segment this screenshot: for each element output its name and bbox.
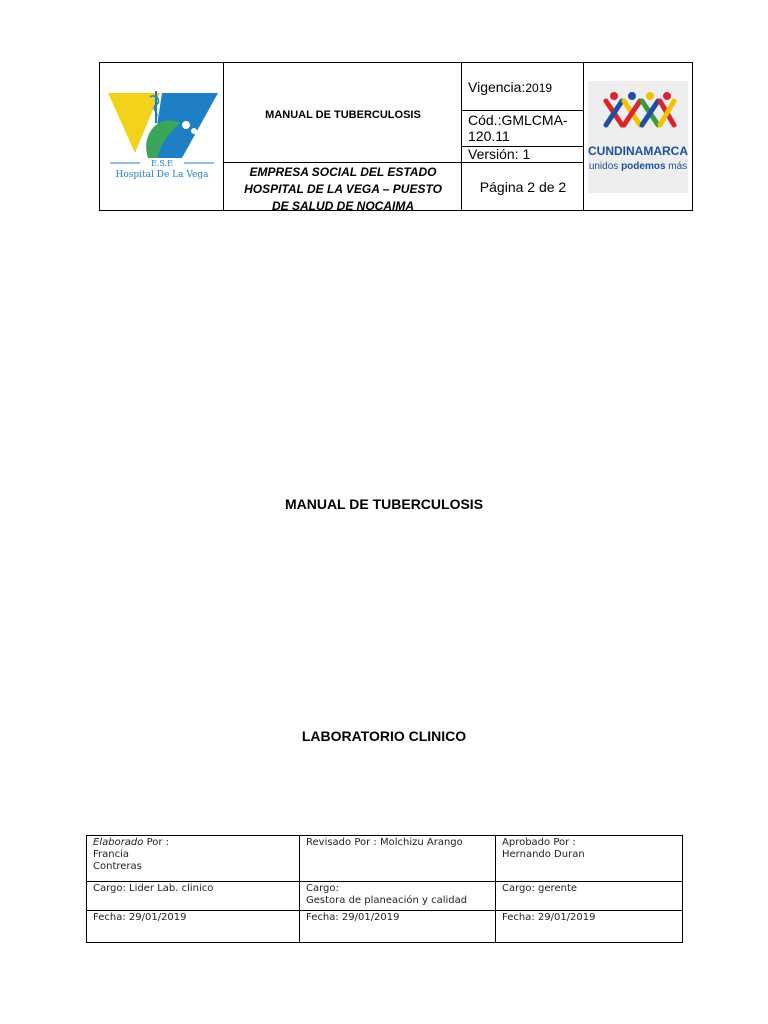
company-line-2: HOSPITAL DE LA VEGA – PUESTO	[244, 182, 442, 196]
elaborado-name-2: Contreras	[93, 861, 142, 872]
version-cell: Versión: 1	[468, 146, 531, 162]
cargo-aprobado-cell	[496, 882, 682, 911]
fecha-elaborado: Fecha: 29/01/2019	[93, 912, 187, 923]
document-title: MANUAL DE TUBERCULOSIS	[284, 496, 484, 512]
vigencia-label: Vigencia:	[468, 79, 526, 95]
cargo-aprobado: Cargo: gerente	[502, 883, 578, 894]
cargo-revisado-cell	[300, 882, 496, 911]
cargo-elaborado-cell	[87, 882, 300, 911]
vigencia-cell	[462, 63, 584, 110]
vigencia-value: 2019	[525, 81, 553, 95]
signature-table	[86, 835, 683, 943]
fecha-aprobado-cell	[496, 911, 682, 942]
codigo-line-1: Cód.:GMLCMA-	[468, 112, 568, 128]
fecha-aprobado: Fecha: 29/01/2019	[502, 912, 596, 923]
cargo-elaborado: Cargo: Lider Lab. clinico	[93, 883, 214, 894]
document-header-table	[99, 62, 693, 211]
codigo-line-2: 120.11	[468, 128, 510, 144]
cundinamarca-logo-icon	[584, 63, 692, 210]
page-number: Página 2 de 2	[479, 178, 567, 195]
elaborado-name-1: Francia	[93, 849, 130, 860]
elaborado-cell	[87, 836, 300, 882]
company-name-cell	[224, 163, 462, 213]
aprobado-cell	[496, 836, 682, 882]
aprobado-label: Aprobado Por :	[502, 837, 576, 848]
revisado-text: Revisado Por : Molchizu Arango	[306, 837, 463, 848]
hospital-logo	[100, 63, 224, 210]
hospital-logo-icon	[100, 63, 224, 210]
svg-text:Hospital De La Vega: Hospital De La Vega	[115, 170, 209, 180]
fecha-revisado-cell	[300, 911, 496, 942]
svg-text:E.S.E: E.S.E	[151, 159, 173, 168]
header-title-cell	[224, 63, 462, 163]
codigo-cell	[462, 110, 584, 146]
cargo-revisado-label: Cargo:	[306, 883, 339, 894]
company-line-3: DE SALUD DE NOCAIMA	[271, 199, 414, 213]
page-number-cell	[462, 163, 584, 210]
aprobado-name: Hernando Duran	[502, 849, 585, 860]
department-title: LABORATORIO CLINICO	[301, 728, 467, 744]
cargo-revisado-value: Gestora de planeación y calidad	[306, 895, 468, 906]
elaborado-label: Elaborado	[93, 837, 144, 848]
cundinamarca-logo	[584, 63, 692, 210]
svg-text:CUNDINAMARCA: CUNDINAMARCA	[588, 144, 688, 158]
revisado-cell	[300, 836, 496, 882]
header-title: MANUAL DE TUBERCULOSIS	[265, 109, 421, 121]
svg-text:unidos podemos más: unidos podemos más	[588, 161, 688, 172]
elaborado-suffix: Por :	[143, 837, 170, 848]
fecha-revisado: Fecha: 29/01/2019	[306, 912, 400, 923]
fecha-elaborado-cell	[87, 911, 300, 942]
company-line-1: EMPRESA SOCIAL DEL ESTADO	[249, 165, 437, 179]
